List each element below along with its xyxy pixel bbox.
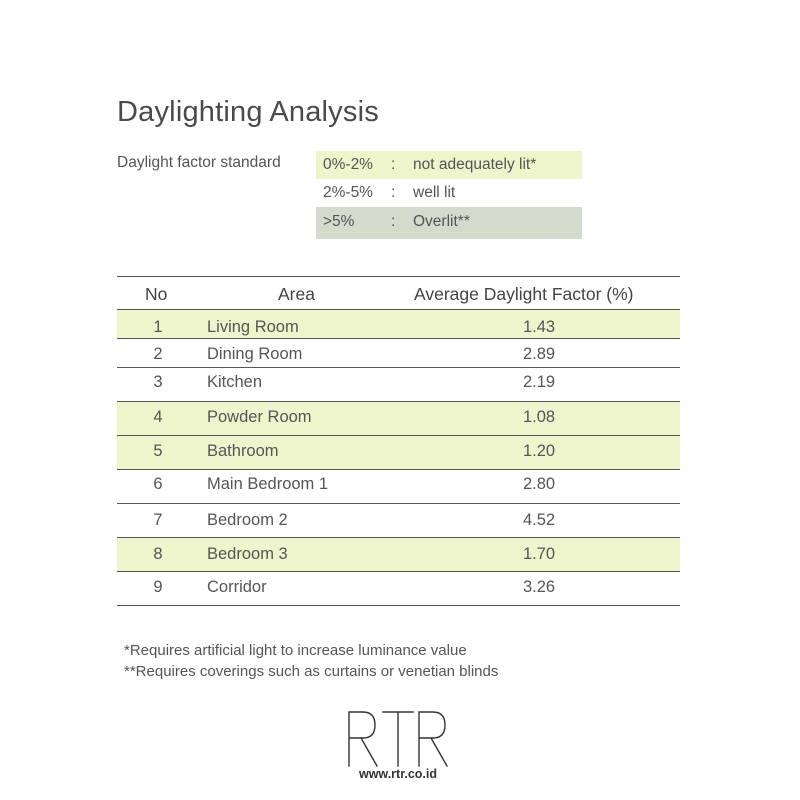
legend-range: 2%-5% bbox=[323, 184, 373, 201]
table-row bbox=[117, 339, 680, 368]
row-area: Living Room bbox=[207, 318, 299, 336]
row-number: 9 bbox=[153, 578, 163, 596]
legend-item-inadequate bbox=[316, 151, 582, 179]
row-number: 2 bbox=[153, 345, 163, 363]
table-row bbox=[117, 402, 680, 436]
row-area: Bedroom 2 bbox=[207, 511, 288, 529]
row-area: Dining Room bbox=[207, 345, 303, 363]
legend-range: 0%-2% bbox=[323, 156, 373, 173]
row-adf-value: 1.20 bbox=[522, 442, 556, 460]
legend-separator: : bbox=[391, 156, 396, 173]
row-number: 6 bbox=[153, 475, 163, 493]
row-adf-value: 3.26 bbox=[522, 578, 556, 596]
daylight-table bbox=[117, 276, 680, 606]
page-title: Daylighting Analysis bbox=[117, 96, 379, 128]
row-adf-value: 1.70 bbox=[522, 545, 556, 563]
legend-description: well lit bbox=[413, 184, 456, 201]
row-number: 3 bbox=[153, 373, 163, 391]
row-area: Bedroom 3 bbox=[207, 545, 288, 563]
row-adf-value: 4.52 bbox=[522, 511, 556, 529]
table-body bbox=[117, 310, 680, 606]
row-adf-value: 2.89 bbox=[522, 345, 556, 363]
legend-description: Overlit** bbox=[413, 213, 470, 230]
row-area: Corridor bbox=[207, 578, 267, 596]
footnotes bbox=[124, 640, 498, 682]
row-adf-value: 1.08 bbox=[522, 408, 556, 426]
row-area: Powder Room bbox=[207, 408, 312, 426]
legend-item-well-lit bbox=[316, 179, 582, 207]
legend-separator: : bbox=[391, 213, 396, 230]
table-row bbox=[117, 504, 680, 538]
row-adf-value: 1.43 bbox=[522, 318, 556, 336]
rtr-logo bbox=[345, 708, 451, 768]
table-row bbox=[117, 310, 680, 339]
row-adf-value: 2.80 bbox=[522, 475, 556, 493]
row-area: Main Bedroom 1 bbox=[207, 475, 329, 493]
legend-label: Daylight factor standard bbox=[117, 154, 281, 171]
row-adf-value: 2.19 bbox=[522, 373, 556, 391]
legend-item-overlit bbox=[316, 207, 582, 239]
legend-range: >5% bbox=[323, 213, 355, 230]
footnote-1: *Requires artificial light to increase luminance value bbox=[124, 642, 467, 659]
legend-description: not adequately lit* bbox=[413, 156, 537, 173]
website-url: www.rtr.co.id bbox=[358, 767, 438, 781]
row-number: 7 bbox=[153, 511, 163, 529]
header-no: No bbox=[145, 284, 168, 304]
row-number: 4 bbox=[153, 408, 163, 426]
footnote-2: **Requires coverings such as curtains or venetian blinds bbox=[124, 663, 499, 680]
table-row bbox=[117, 538, 680, 572]
row-number: 1 bbox=[153, 318, 163, 336]
legend-separator: : bbox=[391, 184, 396, 201]
row-area: Kitchen bbox=[207, 373, 263, 391]
header-area: Area bbox=[278, 284, 315, 304]
header-adf: Average Daylight Factor (%) bbox=[414, 284, 634, 304]
row-area: Bathroom bbox=[207, 442, 279, 460]
row-number: 5 bbox=[153, 442, 163, 460]
table-row bbox=[117, 470, 680, 504]
table-header bbox=[117, 276, 680, 310]
table-row bbox=[117, 436, 680, 470]
table-row bbox=[117, 368, 680, 402]
table-row bbox=[117, 572, 680, 606]
row-number: 8 bbox=[153, 545, 163, 563]
